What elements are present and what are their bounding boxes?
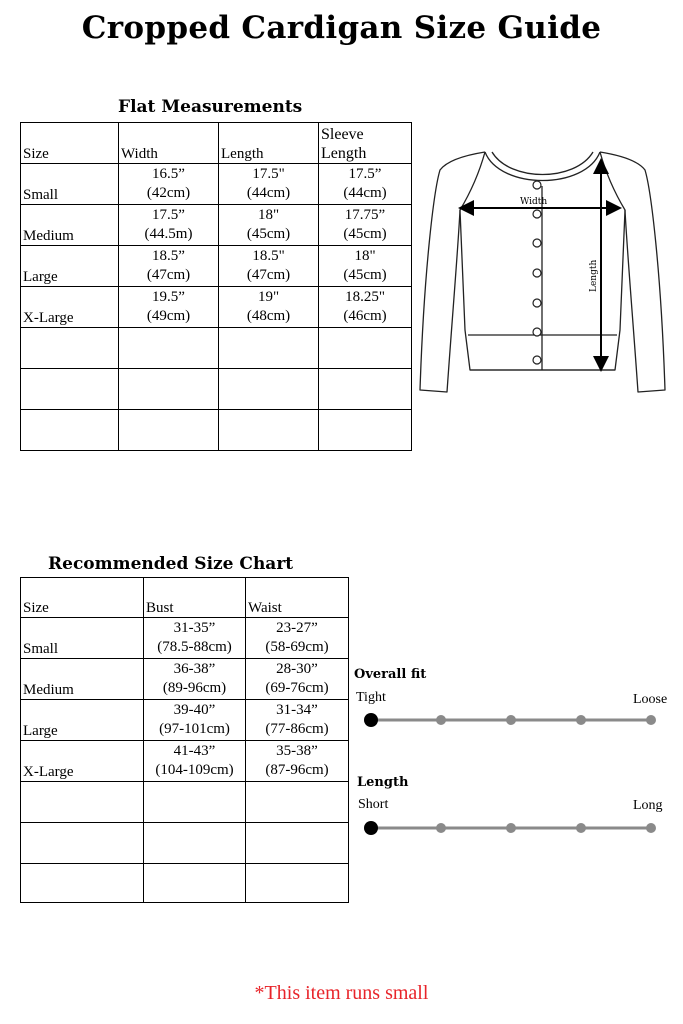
flat-measurements-table <box>20 122 412 451</box>
width-cell: 16.5” (42cm) <box>119 164 219 205</box>
bust-cell: 41-43” (104-109cm) <box>144 741 246 782</box>
overall-fit-dot <box>436 715 446 725</box>
table-row <box>21 618 349 659</box>
table-header-row <box>21 578 349 618</box>
overall-fit-dot <box>576 715 586 725</box>
bust-cell: 39-40” (97-101cm) <box>144 700 246 741</box>
flat-measurements-title: Flat Measurements <box>118 97 303 117</box>
size-cell: Large <box>21 246 119 287</box>
table-row <box>21 659 349 700</box>
size-cell: Medium <box>21 205 119 246</box>
header-length: Length <box>219 123 319 164</box>
sleeve-cell: 17.75” (45cm) <box>319 205 412 246</box>
length-fit-label: Length <box>357 775 409 790</box>
table-row <box>21 287 412 328</box>
width-cell: 18.5” (47cm) <box>119 246 219 287</box>
recommended-size-table <box>20 577 349 903</box>
length-label: Length <box>589 259 599 292</box>
width-cell: 17.5” (44.5m) <box>119 205 219 246</box>
header-size: Size <box>21 123 119 164</box>
sleeve-cell: 18" (45cm) <box>319 246 412 287</box>
runs-small-note: *This item runs small <box>254 982 429 1004</box>
bust-cell: 36-38” (89-96cm) <box>144 659 246 700</box>
bust-cell: 31-35” (78.5-88cm) <box>144 618 246 659</box>
cardigan-diagram <box>410 140 670 400</box>
overall-fit-label: Overall fit <box>354 667 427 682</box>
size-cell: X-Large <box>21 287 119 328</box>
overall-fit-left-label: Tight <box>356 690 386 705</box>
length-cell: 18" (45cm) <box>219 205 319 246</box>
empty-row <box>21 328 412 369</box>
overall-fit-dot <box>506 715 516 725</box>
size-cell: Small <box>21 618 144 659</box>
length-fit-dot <box>506 823 516 833</box>
length-fit-selected-dot <box>364 821 378 835</box>
header-waist: Waist <box>246 578 349 618</box>
size-cell: Medium <box>21 659 144 700</box>
empty-row <box>21 823 349 864</box>
length-fit-left-label: Short <box>358 797 389 812</box>
length-cell: 19" (48cm) <box>219 287 319 328</box>
length-fit-right-label: Long <box>633 798 663 813</box>
overall-fit-scale <box>360 708 660 732</box>
size-cell: Small <box>21 164 119 205</box>
header-sleeve-length: Sleeve Length <box>319 123 412 164</box>
waist-cell: 28-30” (69-76cm) <box>246 659 349 700</box>
header-bust: Bust <box>144 578 246 618</box>
overall-fit-dot <box>646 715 656 725</box>
table-row <box>21 741 349 782</box>
overall-fit-right-label: Loose <box>633 692 668 707</box>
table-row <box>21 700 349 741</box>
waist-cell: 23-27” (58-69cm) <box>246 618 349 659</box>
width-cell: 19.5” (49cm) <box>119 287 219 328</box>
length-fit-dot <box>576 823 586 833</box>
header-size: Size <box>21 578 144 618</box>
length-fit-scale <box>360 816 660 840</box>
page-title: Cropped Cardigan Size Guide <box>81 10 602 46</box>
table-row <box>21 164 412 205</box>
empty-row <box>21 864 349 903</box>
waist-cell: 35-38” (87-96cm) <box>246 741 349 782</box>
length-cell: 17.5" (44cm) <box>219 164 319 205</box>
length-fit-dot <box>436 823 446 833</box>
table-header-row <box>21 123 412 164</box>
overall-fit-selected-dot <box>364 713 378 727</box>
length-fit-dot <box>646 823 656 833</box>
size-cell: X-Large <box>21 741 144 782</box>
empty-row <box>21 782 349 823</box>
empty-row <box>21 369 412 410</box>
sleeve-cell: 17.5” (44cm) <box>319 164 412 205</box>
recommended-size-chart-title: Recommended Size Chart <box>48 554 294 574</box>
sleeve-cell: 18.25" (46cm) <box>319 287 412 328</box>
length-cell: 18.5" (47cm) <box>219 246 319 287</box>
header-width: Width <box>119 123 219 164</box>
table-row <box>21 246 412 287</box>
size-cell: Large <box>21 700 144 741</box>
waist-cell: 31-34” (77-86cm) <box>246 700 349 741</box>
table-row <box>21 205 412 246</box>
width-label: Width <box>520 197 548 207</box>
empty-row <box>21 410 412 451</box>
